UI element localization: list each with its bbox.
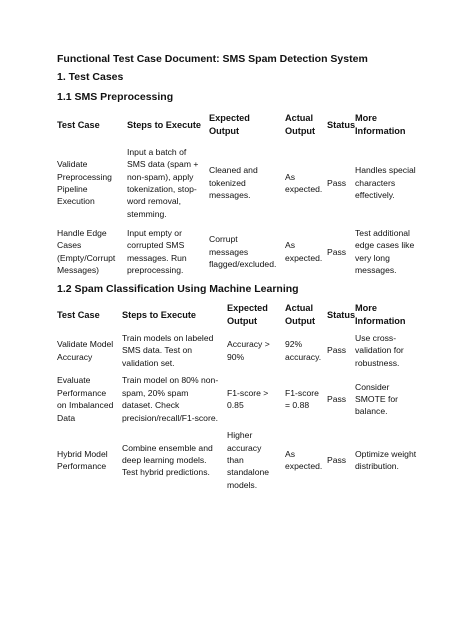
table-cell: Pass bbox=[327, 345, 347, 356]
column-header: Test Case bbox=[57, 309, 100, 320]
table-cell: Pass bbox=[327, 455, 347, 466]
column-header: Actual Output bbox=[285, 303, 316, 326]
table-cell: F1-score = 0.88 bbox=[285, 387, 319, 411]
table-cell: Consider SMOTE for balance. bbox=[355, 381, 398, 417]
table-cell: Validate Model Accuracy bbox=[57, 339, 114, 362]
table-cell: As expected. bbox=[285, 448, 323, 472]
table-cell: Combine ensemble and deep learning models. Test hybrid predictions. bbox=[122, 442, 213, 478]
table-row bbox=[54, 142, 422, 224]
table-cell: Handles special characters effectively. bbox=[355, 165, 416, 201]
section-heading-sms-preprocessing: 1.1 SMS Preprocessing bbox=[57, 91, 174, 103]
column-header: More Information bbox=[355, 303, 406, 326]
table-cell: Use cross-validation for robustness. bbox=[355, 333, 404, 368]
table-cell: As expected. bbox=[285, 240, 323, 263]
sms-preprocessing-table bbox=[54, 108, 422, 280]
column-header: Test Case bbox=[57, 119, 100, 130]
table-row bbox=[54, 371, 422, 427]
table-row bbox=[54, 330, 422, 371]
section-heading-test-cases: 1. Test Cases bbox=[57, 71, 124, 83]
column-header: Status bbox=[327, 309, 356, 320]
table-row bbox=[54, 224, 422, 280]
document-title: Functional Test Case Document: SMS Spam Detection System bbox=[57, 53, 368, 65]
column-header: Steps to Execute bbox=[122, 309, 197, 320]
table-row bbox=[54, 427, 422, 493]
column-header: Steps to Execute bbox=[127, 119, 202, 130]
table-header-row bbox=[54, 108, 422, 142]
table-cell: Handle Edge Cases (Empty/Corrupt Messages) bbox=[57, 228, 116, 276]
table-cell: Pass bbox=[327, 177, 347, 188]
table-cell: Accuracy > 90% bbox=[227, 339, 270, 362]
table-cell: Pass bbox=[327, 394, 347, 405]
spam-classification-table bbox=[54, 300, 422, 493]
table-cell: Cleaned and tokenized messages. bbox=[209, 165, 258, 201]
column-header: Expected Output bbox=[227, 303, 268, 326]
column-header: Actual Output bbox=[285, 113, 316, 136]
table-cell: Hybrid Model Performance bbox=[57, 448, 108, 472]
table-cell: Pass bbox=[327, 246, 347, 257]
table-cell: 92% accuracy. bbox=[285, 339, 322, 362]
table-header-row bbox=[54, 300, 422, 330]
table-cell: Test additional edge cases like very long messages. bbox=[355, 228, 415, 276]
table-cell: As expected. bbox=[285, 171, 323, 194]
table-cell: Input empty or corrupted SMS messages. Run preprocessing. bbox=[127, 228, 187, 276]
table-cell: F1-score > 0.85 bbox=[227, 387, 269, 411]
table-cell: Optimize weight distribution. bbox=[355, 448, 417, 472]
column-header: More Information bbox=[355, 113, 406, 136]
table-cell: Validate Preprocessing Pipeline Execution bbox=[57, 159, 112, 207]
table-cell: Higher accuracy than standalone models. bbox=[227, 430, 270, 490]
column-header: Expected Output bbox=[209, 113, 250, 136]
table-cell: Train models on labeled SMS data. Test on validation set. bbox=[122, 333, 214, 368]
section-heading-spam-classification: 1.2 Spam Classification Using Machine Learning bbox=[57, 283, 299, 295]
table-cell: Train model on 80% non-spam, 20% spam dataset. Check precision/recall/F1-score. bbox=[122, 375, 219, 423]
column-header: Status bbox=[327, 119, 356, 130]
table-cell: Input a batch of SMS data (spam + non-spam), apply tokenization, stop-word removal, stemming. bbox=[127, 146, 199, 219]
table-cell: Corrupt messages flagged/excluded. bbox=[209, 234, 277, 270]
table-cell: Evaluate Performance on Imbalanced Data bbox=[57, 375, 114, 423]
